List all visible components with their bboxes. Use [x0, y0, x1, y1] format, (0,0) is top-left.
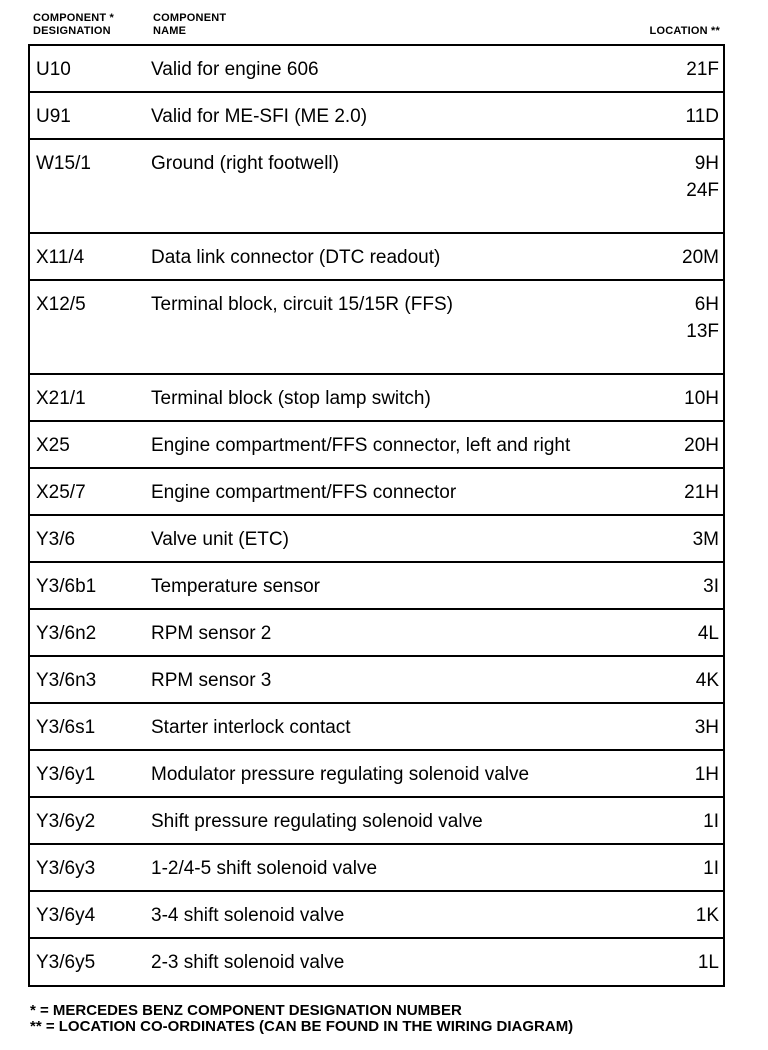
component-location — [696, 904, 719, 928]
location-value: 6H — [694, 294, 719, 315]
footnote-location: ** = LOCATION CO-ORDINATES (CAN BE FOUND IN THE WIRING DIAGRAM) — [30, 1018, 574, 1035]
component-name: Temperature sensor — [151, 576, 320, 597]
location-value: 4K — [695, 670, 719, 691]
header-name — [153, 12, 226, 38]
table-row — [30, 140, 723, 234]
table-row — [30, 751, 723, 798]
table-row — [30, 46, 723, 93]
location-value: 9H — [694, 153, 719, 174]
table-row — [30, 563, 723, 610]
component-code: Y3/6y2 — [36, 811, 96, 832]
component-code: Y3/6y5 — [36, 952, 96, 973]
component-location — [693, 528, 719, 552]
component-code: W15/1 — [36, 153, 91, 174]
location-value: 24F — [686, 180, 719, 201]
header-designation-line-1: COMPONENT * — [33, 12, 115, 24]
header-designation — [33, 12, 114, 38]
location-value: 1I — [703, 811, 719, 832]
component-code: X25/7 — [36, 482, 86, 503]
location-value: 1I — [703, 858, 719, 879]
location-value: 20H — [684, 435, 719, 456]
location-value: 1K — [695, 905, 719, 926]
component-name: Starter interlock contact — [151, 717, 351, 738]
location-value: 10H — [684, 388, 719, 409]
table-row — [30, 93, 723, 140]
table-row — [30, 798, 723, 845]
component-location — [695, 716, 719, 740]
component-location — [696, 669, 719, 693]
table-row — [30, 422, 723, 469]
component-location — [684, 387, 719, 411]
component-name: Shift pressure regulating solenoid valve — [151, 811, 483, 832]
component-code: Y3/6n2 — [36, 623, 97, 644]
location-value: 3H — [694, 717, 719, 738]
component-name: Engine compartment/FFS connector — [151, 482, 457, 503]
component-name: Data link connector (DTC readout) — [151, 247, 441, 268]
component-location — [686, 293, 719, 344]
location-value: 1L — [697, 952, 719, 973]
table-row — [30, 704, 723, 751]
component-name: Valve unit (ETC) — [151, 529, 289, 550]
table-row — [30, 281, 723, 375]
component-name: 3-4 shift solenoid valve — [151, 905, 345, 926]
component-code: X21/1 — [36, 388, 86, 409]
component-name: Terminal block, circuit 15/15R (FFS) — [151, 294, 453, 315]
component-location — [698, 622, 719, 646]
component-name: Engine compartment/FFS connector, left and right — [151, 435, 571, 456]
component-name: 2-3 shift solenoid valve — [151, 952, 345, 973]
table-row — [30, 657, 723, 704]
component-code: X25 — [36, 435, 70, 456]
component-location — [695, 763, 719, 787]
location-value: 4L — [697, 623, 719, 644]
component-name: Ground (right footwell) — [151, 153, 339, 174]
component-name: Valid for ME-SFI (ME 2.0) — [151, 106, 368, 127]
table-row — [30, 892, 723, 939]
header-designation-line-2: DESIGNATION — [33, 25, 111, 37]
component-location — [703, 810, 719, 834]
location-value: 21H — [684, 482, 719, 503]
header-name-line-2: NAME — [153, 25, 187, 37]
component-code: Y3/6s1 — [36, 717, 96, 738]
component-code: Y3/6 — [36, 529, 76, 550]
component-code: Y3/6y4 — [36, 905, 96, 926]
table-row — [30, 469, 723, 516]
table-row — [30, 375, 723, 422]
table-row — [30, 845, 723, 892]
table-row — [30, 939, 723, 986]
component-code: U10 — [36, 59, 71, 80]
component-name: Valid for engine 606 — [151, 59, 319, 80]
component-code: X12/5 — [36, 294, 86, 315]
footnote-designation: * = MERCEDES BENZ COMPONENT DESIGNATION NUMBER — [30, 1002, 462, 1019]
component-location — [684, 434, 719, 458]
component-code: Y3/6y3 — [36, 858, 96, 879]
location-value: 1H — [694, 764, 719, 785]
component-table — [28, 44, 725, 987]
component-code: X11/4 — [36, 247, 85, 268]
component-location — [686, 152, 719, 203]
header-location: LOCATION ** — [649, 25, 720, 37]
footnotes — [30, 1003, 573, 1035]
component-location — [698, 951, 719, 975]
component-location — [682, 246, 719, 270]
component-location — [686, 58, 719, 82]
location-value: 13F — [686, 321, 719, 342]
component-name: RPM sensor 2 — [151, 623, 272, 644]
location-value: 11D — [685, 106, 719, 127]
component-location — [684, 481, 719, 505]
component-code: Y3/6b1 — [36, 576, 97, 597]
component-location — [703, 575, 719, 599]
component-code: Y3/6n3 — [36, 670, 97, 691]
component-name: Terminal block (stop lamp switch) — [151, 388, 431, 409]
location-value: 21F — [686, 59, 719, 80]
table-row — [30, 234, 723, 281]
location-value: 3M — [692, 529, 719, 550]
component-name: RPM sensor 3 — [151, 670, 272, 691]
header-name-line-1: COMPONENT — [153, 12, 227, 24]
component-code: U91 — [36, 106, 71, 127]
component-name: 1-2/4-5 shift solenoid valve — [151, 858, 378, 879]
location-value: 20M — [682, 247, 719, 268]
component-name: Modulator pressure regulating solenoid valve — [151, 764, 530, 785]
component-location — [686, 105, 719, 129]
table-row — [30, 610, 723, 657]
component-code: Y3/6y1 — [36, 764, 96, 785]
table-row — [30, 516, 723, 563]
component-location — [703, 857, 719, 881]
location-value: 3I — [703, 576, 719, 597]
